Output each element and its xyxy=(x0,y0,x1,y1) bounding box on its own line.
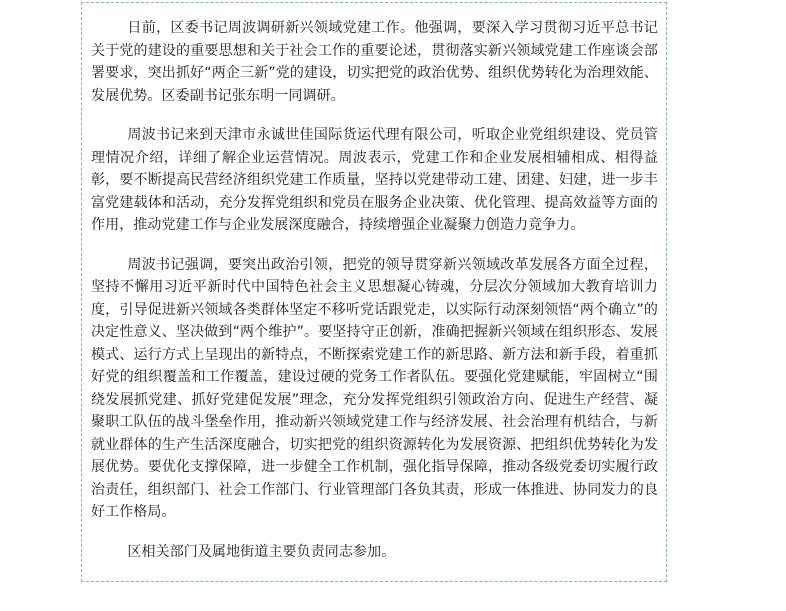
article-paragraph-company-visit: 周波书记来到天津市永诚世佳国际货运代理有限公司，听取企业党组织建设、党员管理情况介绍，详细了解企业运营情况。周波表示，党建工作和企业发展相辅相成、相得益彰，要不断提高民营经济组织党建工作质量，坚持以党建带动工建、团建、妇建，进一步丰富党建载体和活动，充分发挥党组织和党员在服务企业决策、优化管理、提高效益等方面的作用，推动党建工作与企业发展深度融合，持续增强企业凝聚力创造力竞争力。 xyxy=(91,127,658,233)
article-paragraph-requirements: 周波书记强调，要突出政治引领，把党的领导贯穿新兴领域改革发展各方面全过程，坚持不懈用习近平新时代中国特色社会主义思想凝心铸魂，分层次分领域加大教育培训力度，引导促进新兴领域各类群体坚定不移听党话跟党走，以实际行动深刻领悟“两个确立”的决定性意义、坚决做到“两个维护”。要坚持守正创新，准确把握新兴领域在组织形态、发展模式、运行方式上呈现出的新特点，不断探索党建工作的新思路、新方法和新手段，着重抓好党的组织覆盖和工作覆盖，建设过硬的党务工作者队伍。要强化党建赋能，牢固树立“围绕发展抓党建、抓好党建促发展”理念，充分发挥党组织引领政治方向、促进生产经营、凝聚职工队伍的战斗堡垒作用，推动新兴领域党建工作与经济发展、社会治理有机结合，与新就业群体的生产生活深度融合，切实把党的组织资源转化为发展资源、把组织优势转化为发展优势。要优化支撑保障，进一步健全工作机制，强化指导保障，推动各级党委切实履行政治责任，组织部门、社会工作部门、行业管理部门各负其责，形成一体推进、协同发力的良好工作格局。 xyxy=(91,256,658,520)
article-paragraph-intro: 日前，区委书记周波调研新兴领域党建工作。他强调，要深入学习贯彻习近平总书记关于党的建设的重要思想和关于社会工作的重要论述，贯彻落实新兴领域党建工作座谈会部署要求，突出抓好“两企三新”党的建设，切实把党的政治优势、组织优势转化为治理效能、发展优势。区委副书记张东明一同调研。 xyxy=(91,20,658,104)
article-paragraph-attendees: 区相关部门及属地街道主要负责同志参加。 xyxy=(127,543,396,560)
article-frame xyxy=(81,2,667,582)
